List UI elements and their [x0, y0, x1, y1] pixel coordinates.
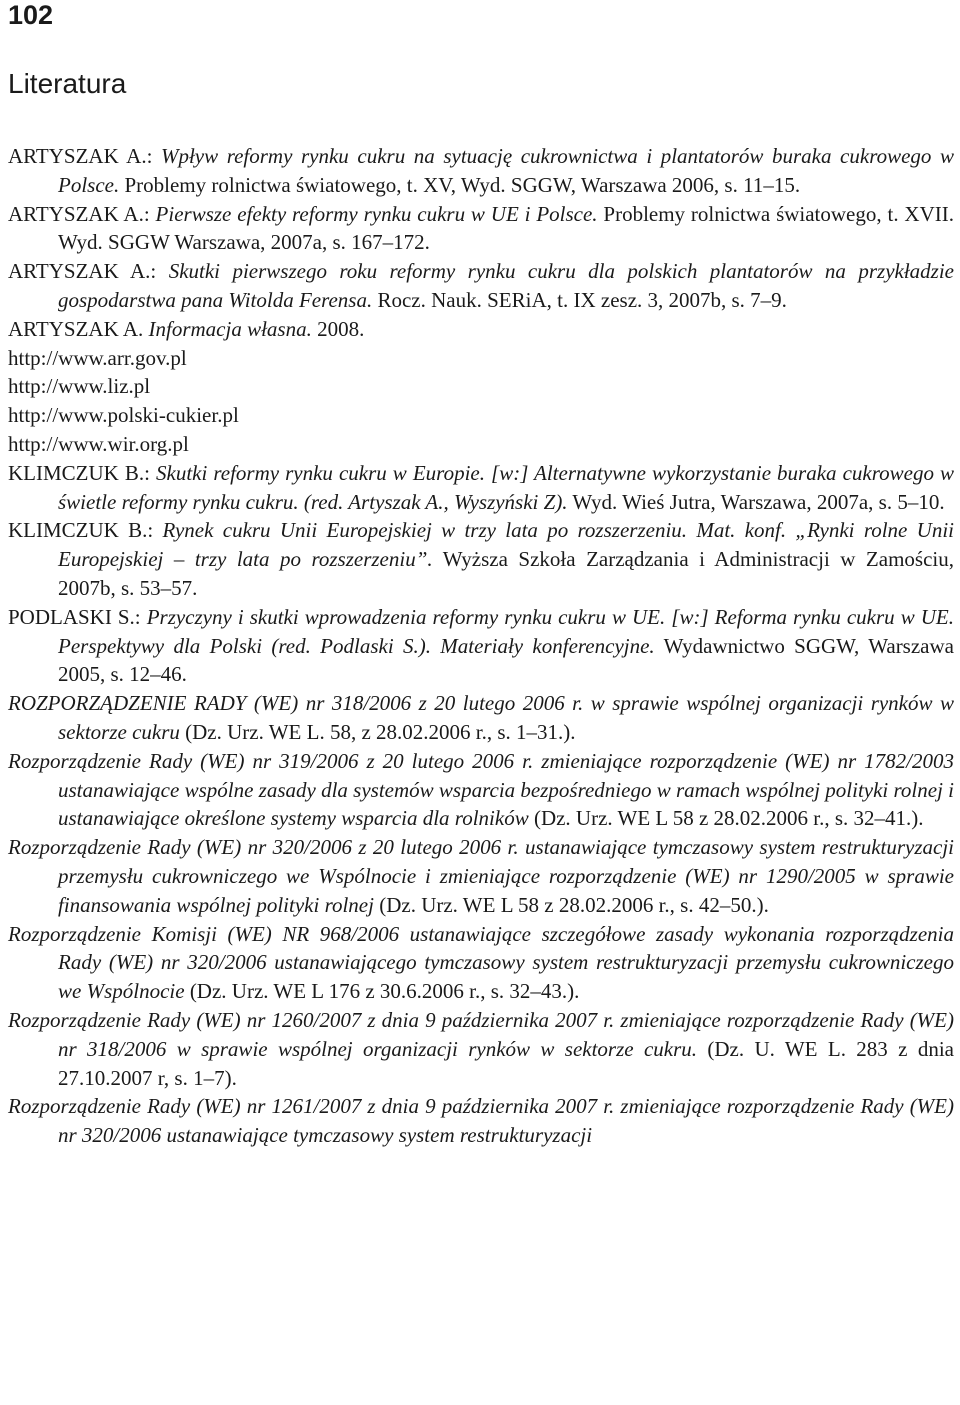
reference-title-text: Informacja własna.	[148, 316, 312, 341]
reference-list	[8, 142, 954, 1150]
reference-entry	[8, 1006, 954, 1092]
reference-title-text: ustanawiające tymczasowy system restrukturyzacji przemysłu cukrowniczego we Wspólnocie i zmieniające rozporządzenie (WE) nr 1290/2005 w sprawie finansowania wspólnej polityki rolnej	[58, 835, 955, 917]
reference-text: Wyższa Szkoła Zarządzania i Administracji w Zamościu, 2007b, s. 53–57.	[58, 547, 954, 600]
reference-title-text: Pierwsze efekty reformy rynku cukru w UE i Polsce.	[155, 201, 598, 226]
reference-text: Wyd. Wieś Jutra, Warszawa, 2007a, s. 5–10.	[567, 489, 945, 514]
reference-text: http://www.liz.pl	[8, 374, 151, 399]
reference-title-text: Rozporządzenie Rady (WE) nr 320/2006 z 20 lutego 2006 r.	[8, 835, 519, 860]
reference-title-text: Rozporządzenie Rady (WE) nr 1260/2007 z dnia 9 października 2007 r.	[8, 1007, 615, 1032]
reference-text: Rocz. Nauk. SERiA, t. IX zesz. 3, 2007b, s. 7–9.	[372, 287, 787, 312]
reference-entry	[8, 430, 954, 459]
reference-text: ARTYSZAK A.:	[8, 144, 161, 168]
reference-entry	[8, 747, 954, 833]
reference-entry	[8, 200, 954, 258]
reference-title-text: ROZPORZĄDZENIE RADY (WE) nr 318/2006 z 20 lutego 2006 r.	[8, 691, 584, 716]
reference-entry	[8, 401, 954, 430]
reference-text: (Dz. Urz. WE L 58 z 28.02.2006 r., s. 32–41.).	[528, 806, 924, 831]
reference-entry	[8, 833, 954, 919]
reference-title-text: zmieniające rozporządzenie (WE) nr 1782/2003 ustanawiające wspólne zasady dla systemów wsparcia bezpośredniego w ramach wspólnej polityki rolnej i ustanawiające określone systemy wsparcia dla rolników	[58, 748, 954, 831]
reference-title-text: zmieniające rozporządzenie Rady (WE) nr 318/2006 w sprawie wspólnej organizacji rynków w sektorze cukru.	[58, 1007, 954, 1061]
section-title: Literatura	[8, 68, 127, 99]
reference-text: ARTYSZAK A.:	[8, 201, 156, 226]
reference-text: KLIMCZUK B.:	[8, 518, 163, 543]
reference-entry	[8, 1092, 954, 1150]
reference-text: http://www.polski-cukier.pl	[8, 403, 239, 428]
reference-text: (Dz. Urz. WE L. 58, z 28.02.2006 r., s. 1–31.).	[179, 719, 576, 744]
reference-text: 2008.	[311, 316, 365, 341]
reference-entry	[8, 315, 954, 344]
reference-text: PODLASKI S.:	[8, 604, 147, 629]
reference-title-text: Rozporządzenie Rady (WE) nr 319/2006 z 20 lutego 2006 r.	[8, 748, 534, 773]
reference-text: (Dz. U. WE L. 283 z dnia 27.10.2007 r, s. 1–7).	[58, 1036, 954, 1090]
reference-text: Wydawnictwo SGGW, Warszawa 2005, s. 12–46.	[58, 633, 954, 687]
reference-text: (Dz. Urz. WE L 176 z 30.6.2006 r., s. 32–43.).	[184, 979, 580, 1004]
reference-title-text: Wpływ reformy rynku cukru na sytuację cukrownictwa i plantatorów buraka cukrowego w Polsce.	[58, 144, 954, 197]
reference-entry	[8, 459, 954, 517]
reference-text: KLIMCZUK B.:	[8, 460, 156, 485]
reference-title-text: Rozporządzenie Komisji (WE) NR 968/2006 ustanawiające szczegółowe zasady wykonania rozporządzenia Rady (WE) nr 320/2006 ustanawiającego tymczasowy system restrukturyzacji przemysłu cukrowniczego we Wspólnocie	[8, 921, 954, 1004]
reference-entry	[8, 257, 954, 315]
reference-entry	[8, 920, 954, 1006]
reference-text: ARTYSZAK A.:	[8, 259, 169, 284]
reference-title-text: zmieniające rozporządzenie Rady (WE) nr 320/2006 ustanawiające tymczasowy system restrukturyzacji	[58, 1094, 954, 1148]
reference-title-text: Skutki pierwszego roku reformy rynku cukru dla polskich plantatorów na przykładzie gospodarstwa pana Witolda Ferensa.	[58, 259, 954, 312]
reference-title-text: Przyczyny i skutki wprowadzenia reformy rynku cukru w UE. [w:] Reforma rynku cukru w UE. Perspektywy dla Polski (red. Podlaski S.). Materiały konferencyjne.	[58, 604, 955, 658]
page-number: 102	[8, 0, 54, 30]
reference-text: (Dz. Urz. WE L 58 z 28.02.2006 r., s. 42–50.).	[373, 892, 769, 917]
reference-text: Problemy rolnictwa światowego, t. XV, Wyd. SGGW, Warszawa 2006, s. 11–15.	[119, 172, 801, 197]
reference-entry	[8, 516, 954, 602]
reference-title-text: Rynek cukru Unii Europejskiej w trzy lata po rozszerzeniu. Mat. konf. „Rynki rolne Unii Europejskiej – trzy lata po rozszerzeniu”.	[58, 518, 955, 572]
reference-entry	[8, 372, 954, 401]
reference-text: http://www.wir.org.pl	[8, 431, 189, 456]
reference-title-text: Rozporządzenie Rady (WE) nr 1261/2007 z dnia 9 października 2007 r.	[8, 1094, 615, 1119]
reference-text: Problemy rolnictwa światowego, t. XVII. Wyd. SGGW Warszawa, 2007a, s. 167–172.	[58, 201, 954, 255]
reference-title-text: w sprawie wspólnej organizacji rynków w sektorze cukru	[58, 691, 954, 744]
reference-text: ARTYSZAK A.	[8, 316, 149, 341]
reference-text: http://www.arr.gov.pl	[8, 345, 187, 370]
reference-entry	[8, 344, 954, 373]
reference-entry	[8, 689, 954, 747]
reference-entry	[8, 142, 954, 200]
reference-entry	[8, 603, 954, 689]
reference-title-text: Skutki reformy rynku cukru w Europie. [w:] Alternatywne wykorzystanie buraka cukrowego w świetle reformy rynku cukru. (red. Artyszak A., Wyszyński Z).	[58, 460, 954, 514]
